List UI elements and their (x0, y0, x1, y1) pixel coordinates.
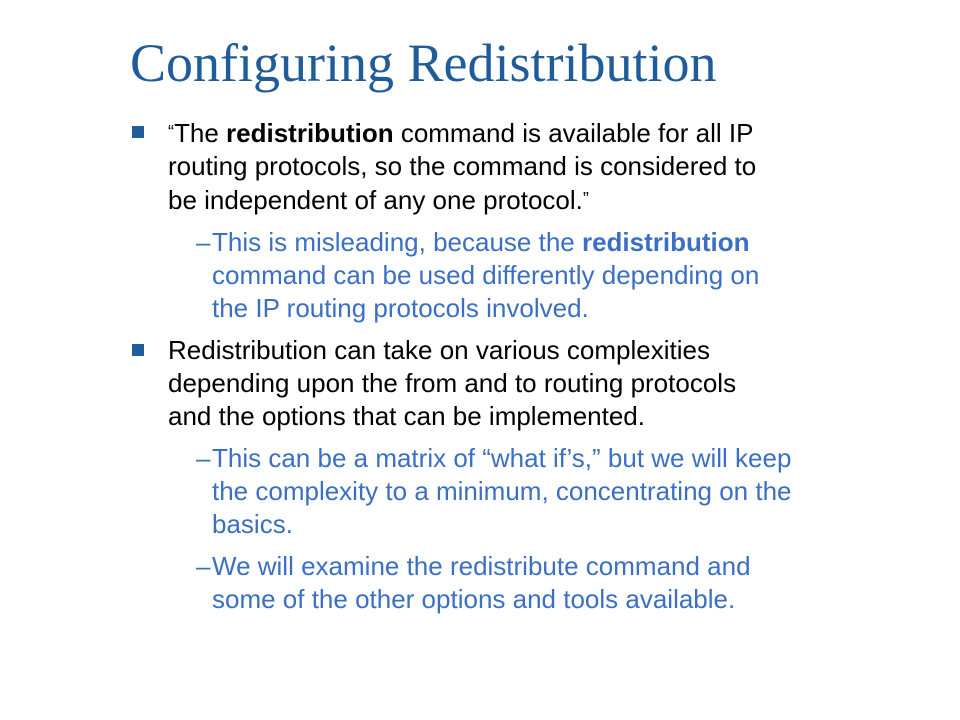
bullet-text: command is available for all IP (393, 118, 754, 148)
sub-bullet-item (130, 226, 930, 325)
bullet-line (168, 116, 930, 150)
dash-bullet-icon: – (196, 551, 211, 581)
sub-bullet-line: We will examine the redistribute command and (212, 551, 751, 581)
open-quote: “ (168, 122, 174, 142)
slide-content (130, 116, 930, 625)
sub-bullet-item (130, 442, 930, 541)
dash-bullet-icon: – (196, 443, 211, 473)
sub-bullet-line: the complexity to a minimum, concentrating on the (212, 476, 792, 506)
bullet-item (130, 116, 930, 217)
sub-bullet-line (212, 226, 930, 259)
sub-bullet-line: command can be used differently depending on (212, 260, 760, 290)
dash-bullet-icon: – (196, 227, 211, 257)
square-bullet-icon (132, 344, 144, 356)
bullet-text: be independent of any one protocol. (168, 185, 583, 215)
bullet-keyword: redistribution (226, 118, 394, 148)
bullet-line: depending upon the from and to routing protocols (168, 368, 737, 398)
close-quote: ” (582, 189, 589, 209)
bullet-item (130, 334, 930, 433)
bullet-line: and the options that can be implemented. (168, 401, 645, 431)
sub-bullet-line: the IP routing protocols involved. (212, 293, 589, 323)
sub-bullet-keyword: redistribution (581, 227, 750, 257)
sub-bullet-item (130, 550, 930, 616)
sub-bullet-line: basics. (212, 509, 293, 539)
bullet-text: The (174, 118, 227, 148)
slide-title: Configuring Redistribution (130, 33, 717, 93)
sub-bullet-line: some of the other options and tools available. (212, 584, 736, 614)
sub-bullet-text: This is misleading, because the (212, 227, 582, 257)
bullet-line: Redistribution can take on various complexities (168, 335, 710, 365)
sub-bullet-line: This can be a matrix of “what if’s,” but we will keep (212, 443, 792, 473)
square-bullet-icon (132, 126, 144, 138)
bullet-line (168, 183, 930, 217)
bullet-line: routing protocols, so the command is considered to (168, 151, 757, 181)
